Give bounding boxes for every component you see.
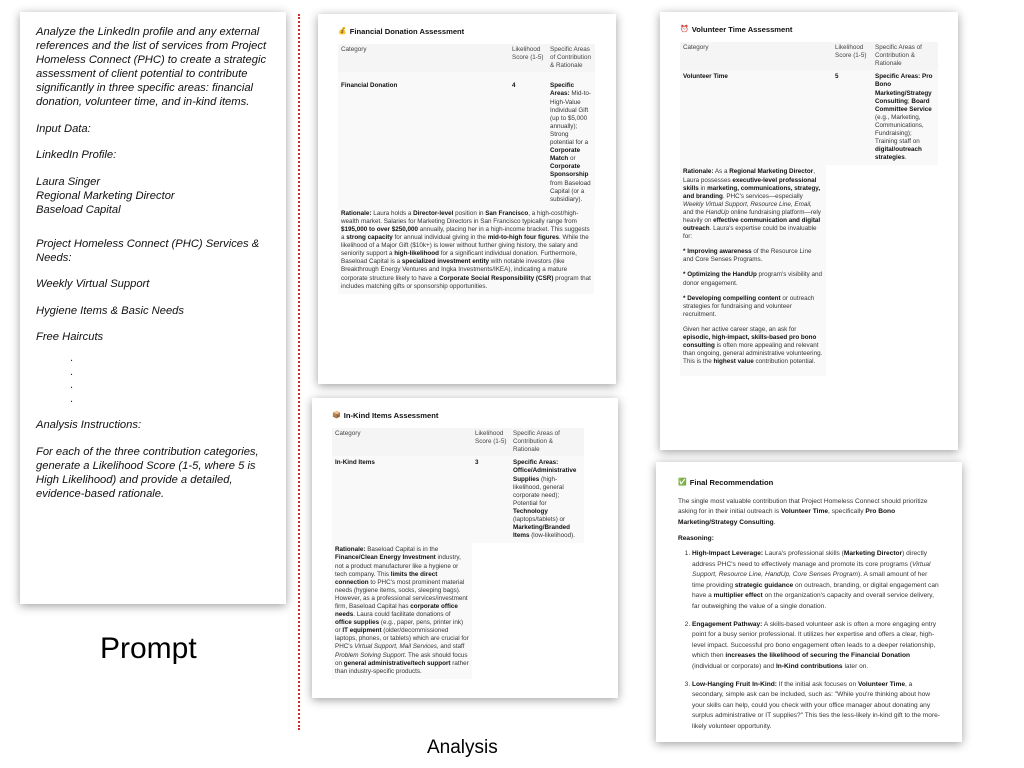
volunteer-point: * Developing compelling content or outreach strategies for fundraising and volunteer recruitment. bbox=[683, 294, 815, 318]
reasoning-heading: Reasoning: bbox=[678, 535, 714, 543]
inkind-table bbox=[332, 428, 598, 543]
profile-company: Baseload Capital bbox=[36, 203, 121, 216]
specific-cell: Specific Areas: Pro Bono Marketing/Strategy Consulting; Board Committee Service (e.g., Marketing, Communications, Fundraising); Training staff on digital/outreach strategies. bbox=[872, 70, 938, 165]
inkind-title: In-Kind Items Assessment bbox=[343, 411, 439, 420]
final-intro: The single most valuable contribution that Project Homeless Connect should prioritize asking for in their initial outreach is Volunteer Time, specifically Pro Bono Marketing/Strategy Consulting. bbox=[678, 497, 928, 526]
inkind-header bbox=[332, 412, 598, 420]
inkind-doc bbox=[312, 398, 618, 693]
category-cell: In-Kind Items bbox=[332, 456, 472, 543]
col-header-likelihood: Likelihood Score (1-5) bbox=[472, 428, 510, 456]
input-heading: Input Data: bbox=[36, 122, 91, 135]
volunteer-point: * Optimizing the HandUp program's visibility and donor engagement. bbox=[683, 271, 823, 287]
profile-block bbox=[36, 175, 270, 217]
reasoning-item: 2. Engagement Pathway: A skills-based volunteer ask is often a more engaging entry point for a busy senior professional. It utilizes her expertise and offers a clear, high-level impact. Successful pro bono engagement often leads to a deeper relationship, which then increases the likelihood of securing the Financial Donation (individual or corporate) and In-Kind contributions later on. bbox=[692, 620, 940, 673]
service-item: Hygiene Items & Basic Needs bbox=[36, 304, 184, 317]
profile-title: Regional Marketing Director bbox=[36, 189, 175, 202]
prompt-card bbox=[20, 12, 286, 604]
col-header-likelihood: Likelihood Score (1-5) bbox=[509, 44, 547, 72]
col-header-specific: Specific Areas of Contribution & Rationale bbox=[872, 42, 938, 70]
service-item: Free Haircuts bbox=[36, 331, 104, 343]
service-item: Weekly Virtual Support bbox=[36, 278, 150, 290]
financial-title: Financial Donation Assessment bbox=[349, 27, 465, 36]
inkind-rationale: Rationale: Baseload Capital is in the Finance/Clean Energy Investment industry, not a product manufacturer like a hygiene or tech company. This limits the direct connection to PHC's most prominent material needs (hygiene items, socks, sleeping bags). However, as a professional services/investment firm, Baseload Capital has corporate office needs. Laura could facilitate donations of office supplies (e.g., paper, pens, printer ink) or IT equipment (older/decommissioned laptops, phones, or tablets) which are crucial for PHC's Virtual Support, Mail Services, and staff Problem Solving Support. The ask should focus on general administrative/tech support rather than industry-specific products. bbox=[332, 543, 472, 679]
financial-table bbox=[338, 44, 596, 207]
reasoning-list bbox=[678, 549, 940, 733]
volunteer-rationale bbox=[680, 165, 826, 376]
col-header-category: Category bbox=[680, 42, 832, 70]
specific-cell: Specific Areas: Mid-to-High-Value Individual Gift (up to $5,000 annually); Strong potential for a Corporate Match or Corporate Sponsorship from Baseload Capital (or a subsidiary). bbox=[547, 72, 595, 206]
linkedin-heading: LinkedIn Profile: bbox=[36, 149, 117, 161]
ellipsis-dot: . bbox=[70, 392, 74, 405]
inkind-assessment-card bbox=[312, 398, 618, 698]
ellipsis-dot: . bbox=[70, 379, 74, 391]
prompt-intro: Analyze the LinkedIn profile and any external references and the list of services from Project Homeless Connect (PHC) to create a strategic assessment of client potential to contribute significantly in three specific areas: financial donation, volunteer time, and in-kind items. bbox=[36, 26, 267, 108]
ellipsis-dot: . bbox=[70, 365, 74, 378]
volunteer-table bbox=[680, 42, 938, 165]
reasoning-item: 1. High-Impact Leverage: Laura's professional skills (Marketing Director) directly address PHC's need to effectively manage and promote its core programs (Virtual Support, Resource Line, HandUp, Core Senses Program). A small amount of her time providing strategic guidance on outreach, branding, or digital engagement can have a multiplier effect on the organization's capacity and overall service delivery, far outweighing the value of a single donation. bbox=[692, 549, 940, 613]
score-cell: 5 bbox=[832, 70, 872, 165]
dotted-divider bbox=[298, 14, 300, 730]
financial-doc bbox=[318, 14, 616, 308]
score-cell: 3 bbox=[472, 456, 510, 543]
col-header-likelihood: Likelihood Score (1-5) bbox=[832, 42, 872, 70]
col-header-specific: Specific Areas of Contribution & Rationale bbox=[510, 428, 584, 456]
prompt-label: Prompt bbox=[100, 632, 197, 665]
volunteer-point: * Improving awareness of the Resource Line and Core Senses Programs. bbox=[683, 248, 812, 264]
category-cell: Financial Donation bbox=[338, 72, 509, 206]
final-header bbox=[678, 478, 940, 489]
check-box-icon: ✅ bbox=[678, 479, 687, 486]
profile-name: Laura Singer bbox=[36, 175, 101, 188]
alarm-clock-icon: ⏰ bbox=[680, 26, 689, 33]
ellipsis-list bbox=[70, 352, 270, 406]
col-header-category: Category bbox=[338, 44, 509, 72]
specific-cell: Specific Areas: Office/Administrative Supplies (high-likelihood, general corporate need); Potential for Technology (laptops/tablets) or Marketing/Branded Items (low-likelihood). bbox=[510, 456, 584, 543]
volunteer-assessment-card bbox=[660, 12, 958, 450]
final-title: Final Recommendation bbox=[689, 478, 774, 487]
financial-rationale: Rationale: Laura holds a Director-level position in San Francisco, a high-cost/high-wealth market. Salaries for Marketing Directors in San Francisco typically range from $195,000 to over $250,000 annually, placing her in a high-income bracket. This suggests a strong capacity for annual individual giving in the mid-to-high four figures. While the likelihood of a Major Gift ($10k+) is lower without further giving history, the salary and seniority support a high-likelihood for a significant individual donation. Furthermore, Baseload Capital is a specialized investment entity with notable investors (like Breakthrough Energy Ventures and Ingka Investments/IKEA), indicating a mature corporate structure likely to have a Corporate Social Responsibility (CSR) program that includes matching gifts or sponsorship opportunities. bbox=[338, 207, 594, 294]
volunteer-rationale-intro: Rationale: As a Regional Marketing Director, Laura possesses executive-level professional skills in marketing, communications, strategy, and branding. PHC's services—especially Weekly Virtual Support, Resource Line, Email, and the HandUp online fundraising platform—rely heavily on effective communication and digital outreach. Laura's expertise could be invaluable for: bbox=[683, 168, 821, 241]
package-icon: 📦 bbox=[332, 412, 341, 419]
category-cell: Volunteer Time bbox=[680, 70, 832, 165]
ellipsis-dot: . bbox=[70, 352, 74, 364]
volunteer-title: Volunteer Time Assessment bbox=[691, 25, 793, 34]
final-recommendation-card bbox=[656, 462, 962, 742]
volunteer-doc bbox=[660, 12, 958, 390]
services-heading: Project Homeless Connect (PHC) Services & Needs: bbox=[36, 237, 260, 264]
score-cell: 4 bbox=[509, 72, 547, 206]
instructions-text: For each of the three contribution categories, generate a Likelihood Score (1-5, where 5 is High Likelihood) and provide a detailed, evidence-based rationale. bbox=[36, 445, 259, 500]
col-header-category: Category bbox=[332, 428, 472, 456]
volunteer-header bbox=[680, 26, 938, 34]
volunteer-closing: Given her active career stage, an ask for episodic, high-impact, skills-based pro bono consulting is often more appealing and relevant than ongoing, general administrative volunteering. This is the highest value contribution potential. bbox=[683, 325, 823, 366]
financial-assessment-card bbox=[318, 14, 616, 384]
analysis-label: Analysis bbox=[427, 737, 498, 758]
col-header-specific: Specific Areas of Contribution & Rationale bbox=[547, 44, 595, 72]
financial-header bbox=[338, 28, 596, 36]
final-doc bbox=[656, 462, 962, 755]
money-bag-icon: 💰 bbox=[338, 28, 347, 35]
reasoning-item: 3. Low-Hanging Fruit In-Kind: If the initial ask focuses on Volunteer Time, a secondary, simple ask can be included, such as: "While you're thinking about how your skills can help, could you check with your office manager about donating any surplus administrative or IT supplies?" This ties the less-likely in-kind gift to the more-likely volunteer opportunity. bbox=[692, 680, 940, 733]
instructions-heading: Analysis Instructions: bbox=[36, 419, 142, 431]
